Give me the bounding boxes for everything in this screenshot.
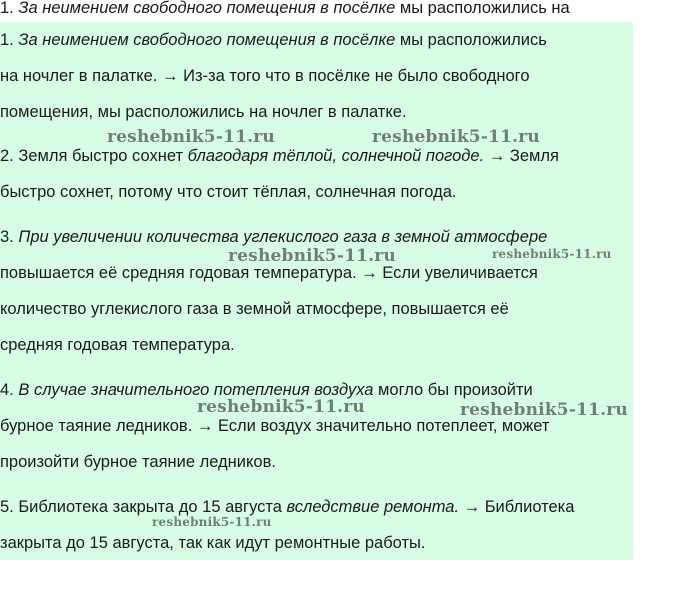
item-text: Библиотека закрыта до 15 августа (13, 498, 287, 516)
italic-phrase: За неимением свободного помещения в посёлке (18, 0, 396, 16)
item-text: мы расположились на (395, 0, 570, 16)
answer-item-5 (0, 489, 628, 561)
answer-item-2 (0, 138, 628, 210)
item-text: мы расположились (395, 31, 547, 49)
item-number: 2. (0, 147, 14, 165)
item-number: 1. (0, 31, 14, 49)
italic-phrase: В случае значительного потепления воздуха (18, 381, 374, 399)
italic-phrase: За неимением свободного помещения в посёлке (18, 31, 396, 49)
text-line: повышается её средняя годовая температура. → Если увеличивается (0, 264, 538, 282)
item-number: 3. (0, 228, 14, 246)
answer-item-4 (0, 372, 628, 480)
answer-item-3 (0, 219, 628, 363)
italic-phrase: При увеличении количества углекислого газа в земной атмосфере (18, 228, 548, 246)
text-line: на ночлег в палатке. → Из-за того что в посёлке не было свободного (0, 67, 530, 85)
text-line (0, 22, 628, 58)
watermark: reshebnik5-11.ru (197, 397, 365, 417)
text-line: средняя годовая температура. (0, 336, 235, 354)
item-text: → Библиотека (459, 498, 575, 516)
text-line: количество углекислого газа в земной атмосфере, повышается её (0, 300, 509, 318)
item-text: → Земля (484, 147, 559, 165)
text-line (0, 489, 628, 525)
answer-item-1 (0, 22, 628, 130)
watermark: reshebnik5-11.ru (152, 515, 272, 529)
item-text: Земля быстро сохнет (13, 147, 188, 165)
italic-phrase: вследствие ремонта. (286, 498, 460, 516)
text-line: произойти бурное таяние ледников. (0, 453, 276, 471)
italic-phrase: благодаря тёплой, солнечной погоде. (187, 147, 485, 165)
exercise-answers-panel (0, 22, 633, 560)
text-line: быстро сохнет, потому что стоит тёплая, солнечная погода. (0, 183, 457, 201)
item-text: могло бы произойти (373, 381, 533, 399)
watermark: reshebnik5-11.ru (228, 246, 396, 266)
watermark: reshebnik5-11.ru (107, 127, 275, 147)
item-number: 1. (0, 0, 14, 16)
watermark: reshebnik5-11.ru (372, 127, 540, 147)
item-number: 4. (0, 381, 14, 399)
watermark: reshebnik5-11.ru (460, 400, 628, 420)
clipped-previous-line (0, 0, 640, 16)
item-number: 5. (0, 498, 14, 516)
text-line: помещения, мы расположились на ночлег в палатке. (0, 103, 407, 121)
text-line: закрыта до 15 августа, так как идут ремонтные работы. (0, 534, 426, 552)
watermark: reshebnik5-11.ru (492, 247, 612, 261)
text-line: бурное таяние ледников. → Если воздух значительно потеплеет, может (0, 417, 550, 435)
